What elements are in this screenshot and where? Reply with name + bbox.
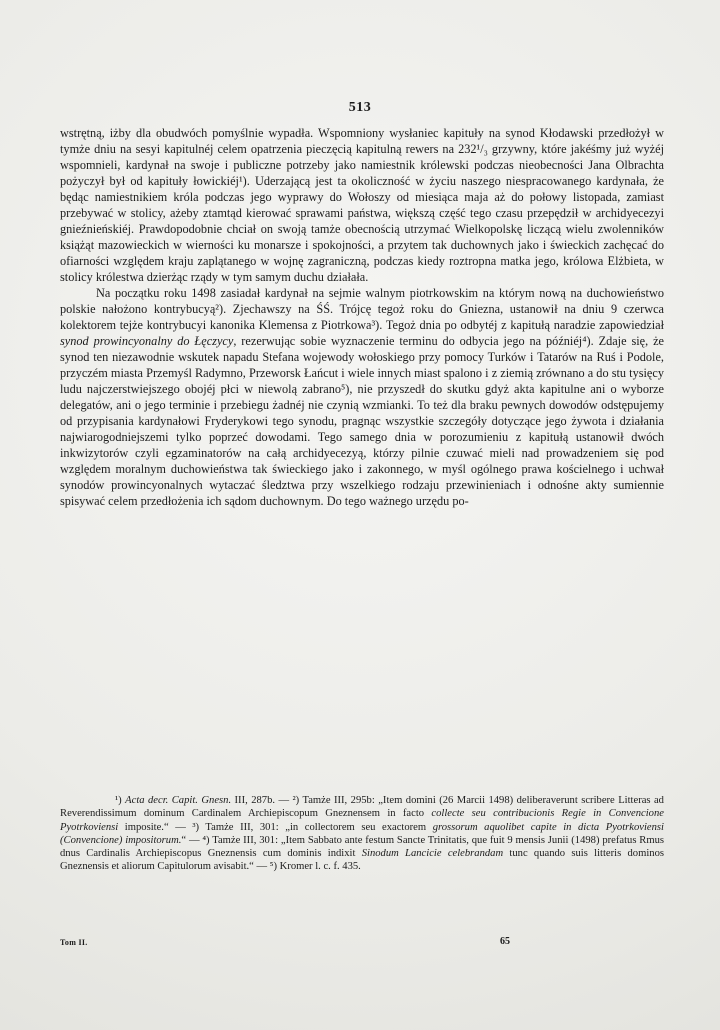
footnote <box>60 794 664 874</box>
signature-mark: Tom II. <box>60 938 88 947</box>
sheet-number: 65 <box>500 936 510 947</box>
emphasis-text: synod prowincyonalny do Łęczycy <box>60 334 234 348</box>
footnote-text: tunc quando suis litteris dominos Gneznensis et aliorum Capitulorum avisabit.“ — ⁵) Kromer l. c. f. 435. <box>60 848 664 873</box>
page-number: 513 <box>348 100 372 115</box>
paragraph-text: , rezerwując sobie wyznaczenie terminu do odbycia jego na późniéj⁴). Zdaje się, że synod ten niezawodnie wskutek napadu Stefana wojewody wołoskiego przy pomocy Turków i Tatarów na Ruś i Podole, przyczém miasta Przemyśl Radymno, Przeworsk Łańcut i wiele innych miast spalono i z ziemią zrównano a do stu tysięcy ludu najczerstwiejszego obojéj płci w niewolą zabrano⁵), nie przyszedł do skutku gdyż akta kapitulne ani o wyborze delegatów, ani o jego terminie i przebiegu żadnéj nie czynią wzmianki. To też dla braku pewnych dowodów odstępujemy od przypisania kardynałowi Fryderykowi tego synodu, pragnąc wszystkie szczegóły dotyczące jego żywota i działania najwiarogodniejszemi tylko poprzeć dowodami. Tego samego dnia w porozumieniu z kapitułą ustanowił dwóch inkwizytorów czyli egzaminatorów na całą archidyecezyą, którzy pilnie czuwać mieli nad prowadzeniem się pod względem moralnym duchowieństwa tak świeckiego jako i zakonnego, w myśl ogólnego prawa kościelnego i uchwał synodów prowincyonalnych wytaczać śledztwa przy wszelkiego rodzaju przewinieniach i odnośne akty sumiennie spisywać celem przedłożenia ich sądom duchownym. Do tego ważnego urzędu po- <box>60 334 664 508</box>
footnote-italic: grossorum aquolibet capite in dicta Pyotrkoviensi (Convencione) impositorum. <box>60 821 664 846</box>
paragraph-text: Na początku roku 1498 zasiadał kardynał na sejmie walnym piotrkowskim na którym nową na duchowieństwo polskie nałożono kontrybucyą²). Zjechawszy na ŚŚ. Trójcę tegoż roku do Gniezna, ustanowił na dniu 9 czerwca kolektorem tejże kontrybucyi kanonika Klemensa z Piotrkowa³). Tegoż dnia po odbytéj z kapitułą naradzie zapowiedział <box>60 286 664 332</box>
footnotes <box>60 794 664 874</box>
paragraph <box>60 285 664 509</box>
footnote-text: ¹) <box>115 795 126 806</box>
footnote-italic: Acta decr. Capit. Gnesn. <box>125 795 232 806</box>
footnote-italic: collecte seu contribucionis Regie in Convencione Pyotrkoviensi <box>60 808 664 833</box>
footnote-text: “ — ⁴) Tamże III, 301: „Item Sabbato ante festum Sancte Trinitatis, que fuit 9 mensis Junii (1498) prefatus Rmus dnus Cardinalis Archiepiscopus Gneznensis cum dominis indixit <box>60 834 665 860</box>
main-text <box>60 125 664 509</box>
paragraph: wstrętną, iżby dla obudwóch pomyślnie wypadła. Wspomniony wysłaniec kapituły na synod Kłodawski przedłożył w tymże dniu na sesyi kapitulnéj celem opatrzenia pieczęcią kapitulną rewers na 232¹/₃ grzywny, które jakéśmy już wyżéj wspomnieli, kardynał na swoje i publiczne potrzeby jako namiestnik królewski podczas nieobecności Jana Olbrachta pożyczył był od kapituły łowickiéj¹). Uderzającą jest ta okoliczność w życiu naszego niespracowanego kardynała, że będąc namiestnikiem króla podczas jego wyprawy do Wołoszy od miesiąca maja aż do połowy listopada, zamiast przebywać w stolicy, ażeby ztamtąd kierować sprawami państwa, większą część tego czasu przepędził w archidyecezyi gnieźnieńskiéj. Prawdopodobnie chciał on swoją tamże obecnością utrzymać Wielkopolskę liczącą wielu zwolenników książąt mazowieckich w wierności ku monarsze i spokojności, a przytem tak duchownych jako i świeckich zachęcać do ofiarności względem kraju zaplątanego w wojnę zagraniczną, podczas kiedy roztropna matka jego, królowa Elżbieta, w stolicy królestwa dzierżąc rządy w tym samym duchu działała. <box>60 126 664 284</box>
footnote-text: imposite.“ — ³) Tamże III, 301: „in collectorem seu exactorem <box>118 821 433 833</box>
footnote-text: III, 287b. — ²) Tamże III, 295b: „Item domini (26 Marcii 1498) deliberaverunt scribere Litteras ad Reverendissimum dominum Cardinalem Archiepiscopum Gneznensem in facto <box>60 795 664 820</box>
footnote-italic: Sinodum Lancicie celebrandam <box>361 848 504 860</box>
